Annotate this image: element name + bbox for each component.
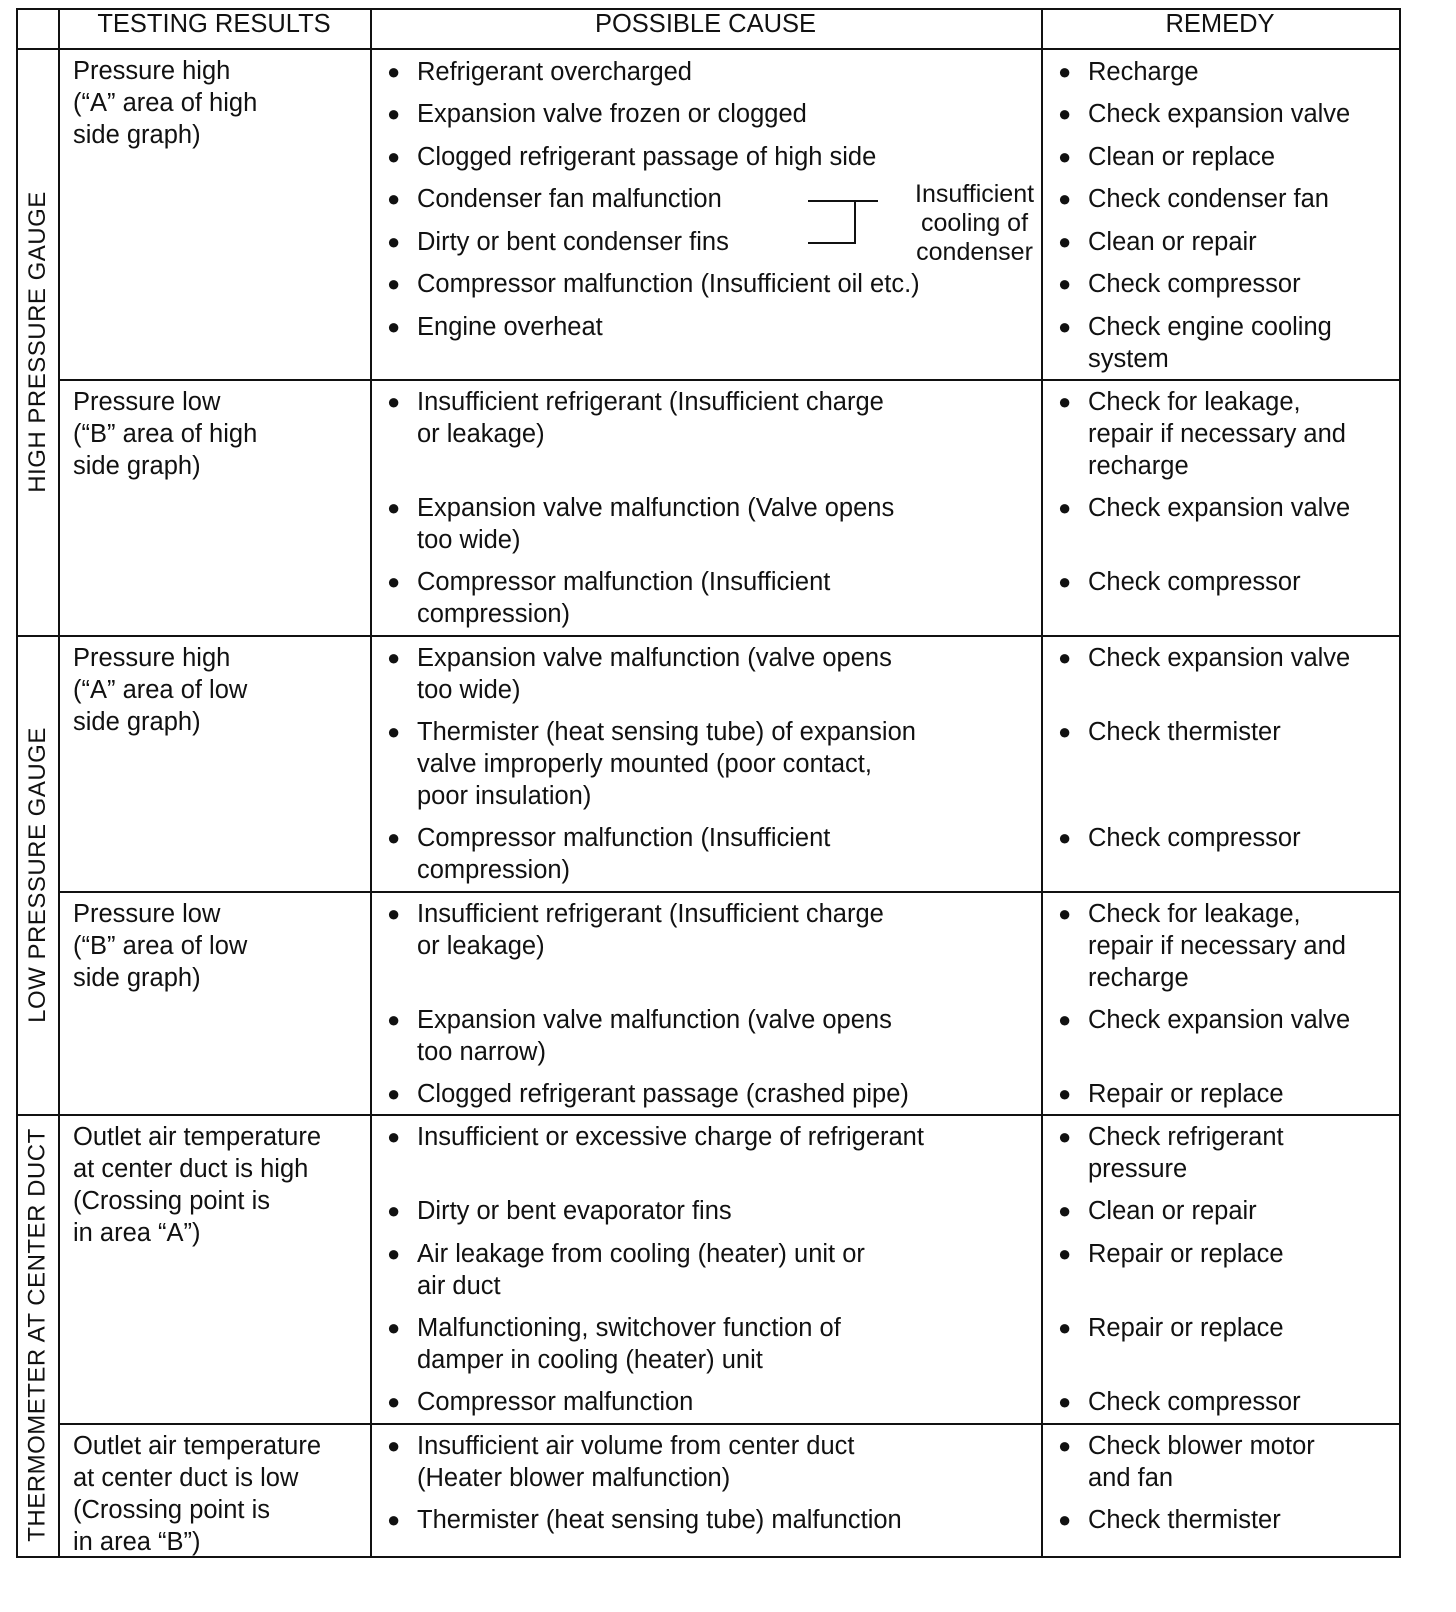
remedy-bullet: ●: [1058, 389, 1072, 414]
possible-cause: Dirty or bent evaporator fins: [417, 1197, 732, 1225]
remedy: Clean or replace: [1088, 143, 1276, 171]
cause-bullet: ●: [387, 229, 401, 254]
remedy-bullet: ●: [1058, 1433, 1072, 1458]
remedy-bullet: ●: [1058, 1241, 1072, 1266]
remedy-bullet: ●: [1058, 495, 1072, 520]
cause-bullet: ●: [387, 495, 401, 520]
remedy: Check thermister: [1088, 718, 1281, 746]
group-label-text: LOW PRESSURE GAUGE: [24, 726, 52, 1023]
possible-cause: Thermister (heat sensing tube) malfunction: [417, 1506, 902, 1534]
remedy-bullet: ●: [1058, 1124, 1072, 1149]
possible-cause: Insufficient air volume from center duct (Heater blower malfunction): [417, 1432, 855, 1492]
group-rule: [16, 1114, 1399, 1116]
col-rule-result: [58, 8, 60, 1556]
row-rule: [58, 891, 1399, 893]
cause-bullet: ●: [387, 144, 401, 169]
remedy: Clean or repair: [1088, 1197, 1257, 1225]
cause-bullet: ●: [387, 645, 401, 670]
remedy-bullet: ●: [1058, 1198, 1072, 1223]
remedy-bullet: ●: [1058, 1389, 1072, 1414]
remedy-bullet: ●: [1058, 719, 1072, 744]
cause-bullet: ●: [387, 569, 401, 594]
remedy: Check expansion valve: [1088, 494, 1351, 522]
header-testing-results: TESTING RESULTS: [97, 10, 331, 38]
possible-cause: Insufficient refrigerant (Insufficient charge or leakage): [417, 388, 884, 448]
possible-cause: Expansion valve frozen or clogged: [417, 100, 807, 128]
possible-cause: Compressor malfunction: [417, 1388, 694, 1416]
possible-cause: Compressor malfunction (Insufficient compression): [417, 568, 831, 628]
remedy-bullet: ●: [1058, 569, 1072, 594]
possible-cause: Clogged refrigerant passage (crashed pipe): [417, 1080, 909, 1108]
remedy-bullet: ●: [1058, 1315, 1072, 1340]
possible-cause: Expansion valve malfunction (valve opens too wide): [417, 644, 892, 704]
remedy-bullet: ●: [1058, 271, 1072, 296]
remedy: Repair or replace: [1088, 1314, 1284, 1342]
cause-bullet: ●: [387, 271, 401, 296]
remedy-bullet: ●: [1058, 645, 1072, 670]
possible-cause: Condenser fan malfunction: [417, 185, 722, 213]
cause-bullet: ●: [387, 1124, 401, 1149]
possible-cause: Compressor malfunction (Insufficient oil etc.): [417, 270, 920, 298]
col-rule-remedy: [1041, 8, 1043, 1556]
remedy-bullet: ●: [1058, 101, 1072, 126]
possible-cause: Malfunctioning, switchover function of damper in cooling (heater) unit: [417, 1314, 841, 1374]
header-remedy: REMEDY: [1165, 10, 1275, 38]
group-label-text: THERMOMETER AT CENTER DUCT: [24, 1128, 52, 1542]
group-label-3: [18, 1114, 58, 1556]
cause-bullet: ●: [387, 1507, 401, 1532]
cause-bullet: ●: [387, 186, 401, 211]
remedy: Check for leakage, repair if necessary and recharge: [1088, 388, 1346, 480]
cooling-note: Insufficient cooling of condenser: [915, 180, 1035, 266]
possible-cause: Air leakage from cooling (heater) unit or air duct: [417, 1240, 865, 1300]
header-rule: [16, 48, 1399, 50]
remedy: Clean or repair: [1088, 228, 1257, 256]
remedy: Check compressor: [1088, 824, 1301, 852]
remedy-bullet: ●: [1058, 314, 1072, 339]
possible-cause: Compressor malfunction (Insufficient compression): [417, 824, 831, 884]
cause-bullet: ●: [387, 1198, 401, 1223]
remedy: Check compressor: [1088, 1388, 1301, 1416]
possible-cause: Insufficient or excessive charge of refrigerant: [417, 1123, 924, 1151]
group-label-1: [18, 48, 58, 635]
remedy: Repair or replace: [1088, 1080, 1284, 1108]
testing-result: Pressure high (“A” area of high side graph): [73, 57, 258, 149]
cause-bullet: ●: [387, 1389, 401, 1414]
testing-result: Outlet air temperature at center duct is low (Crossing point is in area “B”): [73, 1432, 322, 1556]
remedy: Check expansion valve: [1088, 644, 1351, 672]
testing-result: Pressure low (“B” area of low side graph): [73, 900, 248, 992]
remedy: Check thermister: [1088, 1506, 1281, 1534]
possible-cause: Expansion valve malfunction (valve opens too narrow): [417, 1006, 892, 1066]
cause-bullet: ●: [387, 101, 401, 126]
cause-bullet: ●: [387, 901, 401, 926]
remedy-bullet: ●: [1058, 229, 1072, 254]
cause-bullet: ●: [387, 1081, 401, 1106]
cause-bullet: ●: [387, 719, 401, 744]
remedy-bullet: ●: [1058, 186, 1072, 211]
remedy-bullet: ●: [1058, 59, 1072, 84]
remedy: Check compressor: [1088, 270, 1301, 298]
row-rule: [58, 379, 1399, 381]
table-right-border: [1399, 8, 1401, 1558]
testing-result: Pressure low (“B” area of high side graph): [73, 388, 258, 480]
remedy-bullet: ●: [1058, 1081, 1072, 1106]
remedy: Check for leakage, repair if necessary and recharge: [1088, 900, 1346, 992]
cause-bullet: ●: [387, 1433, 401, 1458]
remedy: Recharge: [1088, 58, 1199, 86]
remedy: Check blower motor and fan: [1088, 1432, 1315, 1492]
remedy: Check expansion valve: [1088, 100, 1351, 128]
remedy: Check refrigerant pressure: [1088, 1123, 1284, 1183]
possible-cause: Refrigerant overcharged: [417, 58, 692, 86]
cause-bullet: ●: [387, 1241, 401, 1266]
possible-cause: Expansion valve malfunction (Valve opens too wide): [417, 494, 895, 554]
remedy-bullet: ●: [1058, 144, 1072, 169]
testing-result: Outlet air temperature at center duct is high (Crossing point is in area “A”): [73, 1123, 322, 1247]
group-label-text: HIGH PRESSURE GAUGE: [24, 190, 51, 493]
group-rule: [16, 635, 1399, 637]
possible-cause: Dirty or bent condenser fins: [417, 228, 729, 256]
remedy: Check compressor: [1088, 568, 1301, 596]
cause-bullet: ●: [387, 1315, 401, 1340]
cause-bullet: ●: [387, 314, 401, 339]
remedy: Check expansion valve: [1088, 1006, 1351, 1034]
testing-result: Pressure high (“A” area of low side graph): [73, 644, 248, 736]
header-possible-cause: POSSIBLE CAUSE: [594, 10, 817, 38]
possible-cause: Engine overheat: [417, 313, 603, 341]
remedy: Check engine cooling system: [1088, 313, 1332, 373]
cause-bullet: ●: [387, 1007, 401, 1032]
possible-cause: Clogged refrigerant passage of high side: [417, 143, 877, 171]
group-label-2: [18, 635, 58, 1114]
row-rule: [58, 1423, 1399, 1425]
cause-bullet: ●: [387, 59, 401, 84]
remedy: Check condenser fan: [1088, 185, 1329, 213]
possible-cause: Insufficient refrigerant (Insufficient charge or leakage): [417, 900, 884, 960]
remedy-bullet: ●: [1058, 901, 1072, 926]
cause-bullet: ●: [387, 389, 401, 414]
remedy: Repair or replace: [1088, 1240, 1284, 1268]
col-rule-cause: [370, 8, 372, 1556]
remedy-bullet: ●: [1058, 825, 1072, 850]
remedy-bullet: ●: [1058, 1507, 1072, 1532]
cause-bullet: ●: [387, 825, 401, 850]
possible-cause: Thermister (heat sensing tube) of expansion valve improperly mounted (poor contact, poor insulation): [417, 718, 916, 810]
remedy-bullet: ●: [1058, 1007, 1072, 1032]
